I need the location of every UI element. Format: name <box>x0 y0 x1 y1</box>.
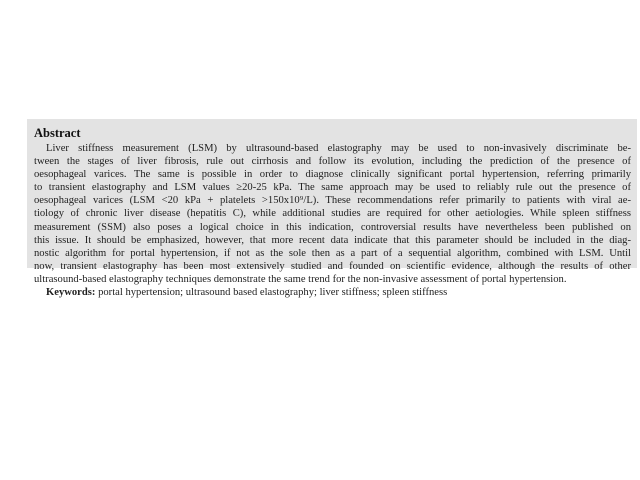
abstract-heading: Abstract <box>34 126 81 140</box>
abstract-line: nostic algorithm for portal hypertension, if not as the sole then as a part of a sequential algorithm, combined with LSM. Until <box>34 247 631 259</box>
keywords-text: portal hypertension; ultrasound based elastography; liver stiffness; spleen stiffness <box>95 287 448 299</box>
abstract-line: now, transient elastography has been most extensively studied and founded on scientific evidence, although the results of other <box>34 260 631 272</box>
keywords-line <box>34 286 631 299</box>
keywords-label: Keywords: <box>46 287 96 299</box>
abstract-line: measurement (SSM) also poses a logical choice in this indication, controversial results have nevertheless been published on <box>34 221 631 233</box>
abstract-line: tiology of chronic liver disease (hepatitis C), while additional studies are required for other aetiologies. While spleen stiffness <box>34 208 631 220</box>
abstract-line: Liver stiffness measurement (LSM) by ultrasound-based elastography may be used to non-invasively discriminate be- <box>46 143 631 154</box>
abstract-line: tween the stages of liver fibrosis, rule out cirrhosis and follow its evolution, including the prediction of the presence of <box>34 156 631 168</box>
abstract-line: to transient elastography and LSM values ≥20-25 kPa. The same approach may be used to reliably rule out the presence of <box>34 182 631 194</box>
abstract-body <box>34 142 631 286</box>
abstract-line: this issue. It should be emphasized, however, that more recent data indicate that this parameter should be included in the diag- <box>34 234 631 246</box>
abstract-line: oesophageal varices (LSM <20 kPa + platelets >150x10⁹/L). These recommendations refer primarily to patients with viral ae- <box>34 195 631 207</box>
abstract-section <box>27 119 637 299</box>
abstract-line: ultrasound-based elastography techniques demonstrate the same trend for the non-invasive assessment of portal hypertension. <box>34 273 567 285</box>
abstract-line: oesophageal varices. The same is possible in order to diagnose clinically significant portal hypertension, referring primarily <box>34 169 631 181</box>
